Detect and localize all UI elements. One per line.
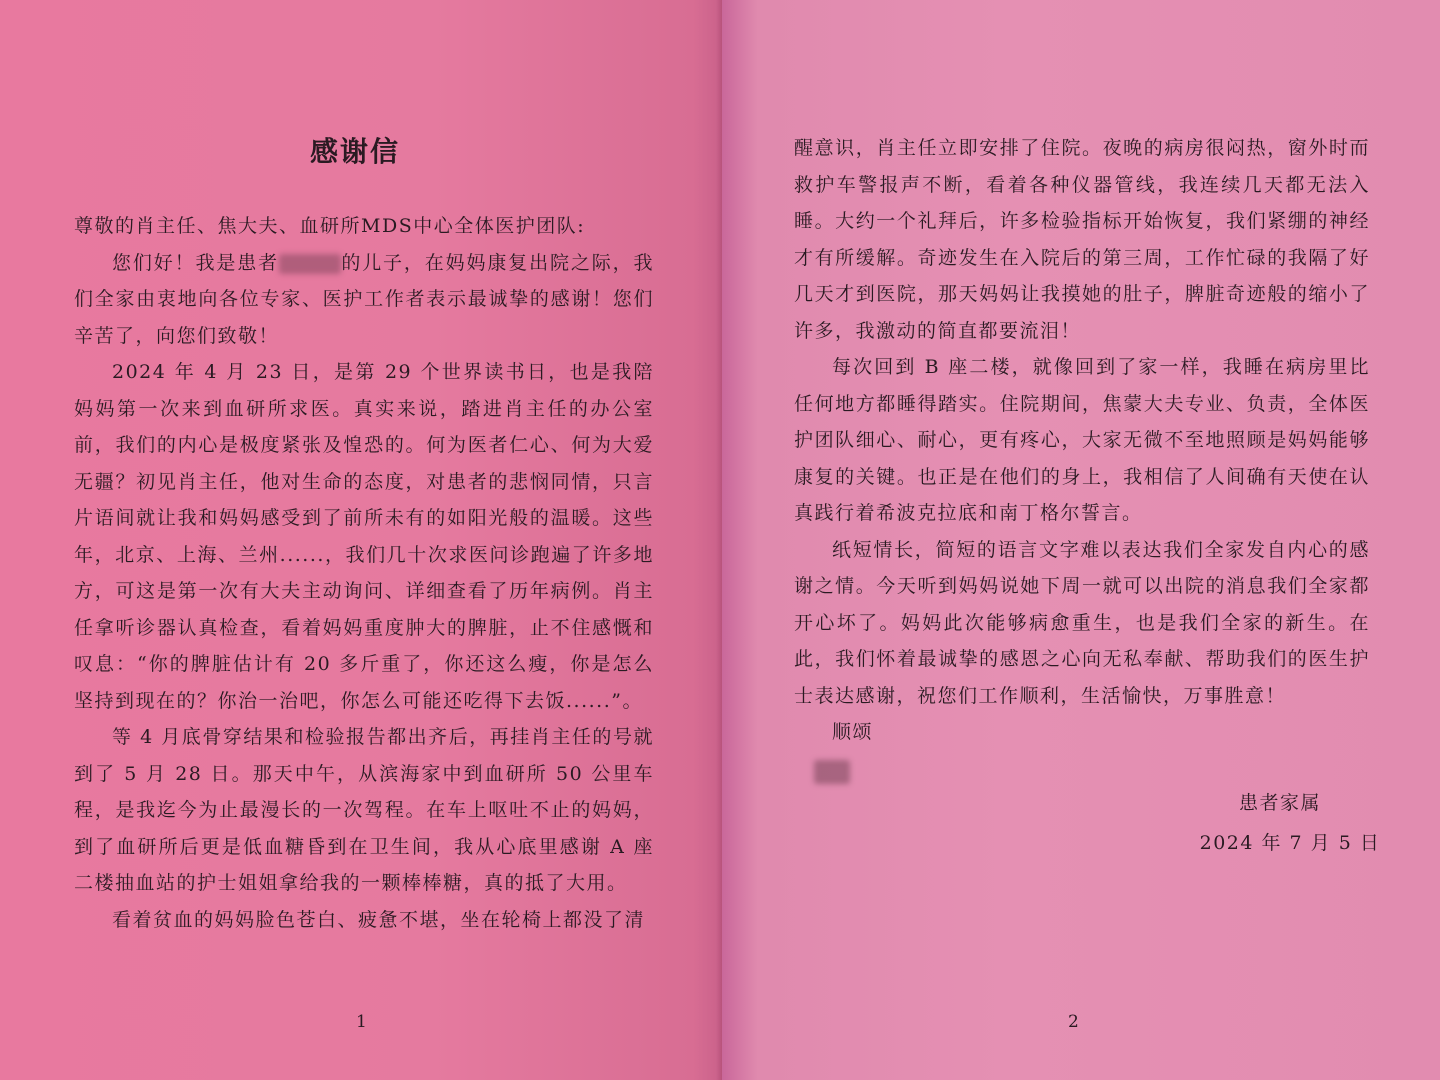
redacted-name (279, 254, 341, 274)
page-number-1: 1 (356, 1012, 367, 1032)
letter-title: 感谢信 (309, 135, 400, 168)
page-1-body (74, 208, 654, 938)
closing-phrase: 顺颂 (832, 721, 874, 743)
letter-date: 2024 年 7 月 5 日 (1199, 832, 1381, 854)
paragraph-journey: 等 4 月底骨穿结果和检验报告都出齐后，再挂肖主任的号就到了 5 月 28 日。那天中午，从滨海家中到血研所 50 公里车程，是我迄今为止最漫长的一次驾程。在车上呕吐不止的妈妈，到了血研所后更是低血糖昏到在卫生间，我从心底里感谢 A 座二楼抽血站的护士姐姐拿给我的一颗棒棒糖，真的抵了大用。 (74, 726, 654, 894)
salutation: 尊敬的肖主任、焦大夫、血研所MDS中心全体医护团队: (74, 215, 586, 237)
greeting-end: 的儿子，在妈妈康复出院之际，我们全家由衷地向各位专家、医护工作者表示最诚挚的感谢！您们辛苦了，向您们致敬！ (74, 251, 654, 347)
paragraph-hospitalization: 醒意识，肖主任立即安排了住院。夜晚的病房很闷热，窗外时而救护车警报声不断，看着各种仪器管线，我连续几天都无法入睡。大约一个礼拜后，许多检验指标开始恢复，我们紧绷的神经才有所缓解。奇迹发生在入院后的第三周，工作忙碌的我隔了好几天才到医院，那天妈妈让我摸她的肚子，脾脏奇迹般的缩小了许多，我激动的简直都要流泪！ (794, 137, 1370, 342)
paragraph-first-visit: 2024 年 4 月 23 日，是第 29 个世界读书日，也是我陪妈妈第一次来到血研所求医。真实来说，踏进肖主任的办公室前，我们的内心是极度紧张及惶恐的。何为医者仁心、何为大爱无疆？初见肖主任，他对生命的态度，对患者的悲悯同情，只言片语间就让我和妈妈感受到了前所未有的如阳光般的温暖。这些年，北京、上海、兰州......，我们几十次求医问诊跑遍了许多地方，可这是第一次有大夫主动询问、详细查看了历年病例。肖主任拿听诊器认真检查，看着妈妈重度肿大的脾脏，止不住感慨和叹息：“你的脾脏估计有 20 多斤重了，你还这么瘦，你是怎么坚持到现在的？你治一治吧，你怎么可能还吃得下去饭......”。 (74, 361, 654, 712)
page-2-body (794, 130, 1370, 751)
paragraph-gratitude: 纸短情长，简短的语言文字难以表达我们全家发自内心的感谢之情。今天听到妈妈说她下周一就可以出院的消息我们全家都开心坏了。妈妈此次能够病愈重生，也是我们全家的新生。在此，我们怀着最诚挚的感恩之心向无私奉献、帮助我们的医生护士表达感谢，祝您们工作顺利，生活愉快，万事胜意！ (794, 538, 1370, 707)
paragraph-greeting (74, 245, 654, 355)
signer-label: 患者家属 (1238, 792, 1321, 814)
paragraph-care-team: 每次回到 B 座二楼，就像回到了家一样，我睡在病房里比任何地方都睡得踏实。住院期间，焦蒙大夫专业、负责，全体医护团队细心、耐心，更有疼心，大家无微不至地照顾是妈妈能够康复的关键。也正是在他们的身上，我相信了人间确有天使在认真践行着希波克拉底和南丁格尔誓言。 (794, 356, 1370, 524)
greeting-start: 您们好！我是患者 (112, 251, 279, 274)
redacted-recipient (814, 760, 850, 784)
page-number-2: 2 (1068, 1012, 1079, 1032)
paragraph-anemia: 看着贫血的妈妈脸色苍白、疲惫不堪，坐在轮椅上都没了清 (112, 908, 646, 931)
